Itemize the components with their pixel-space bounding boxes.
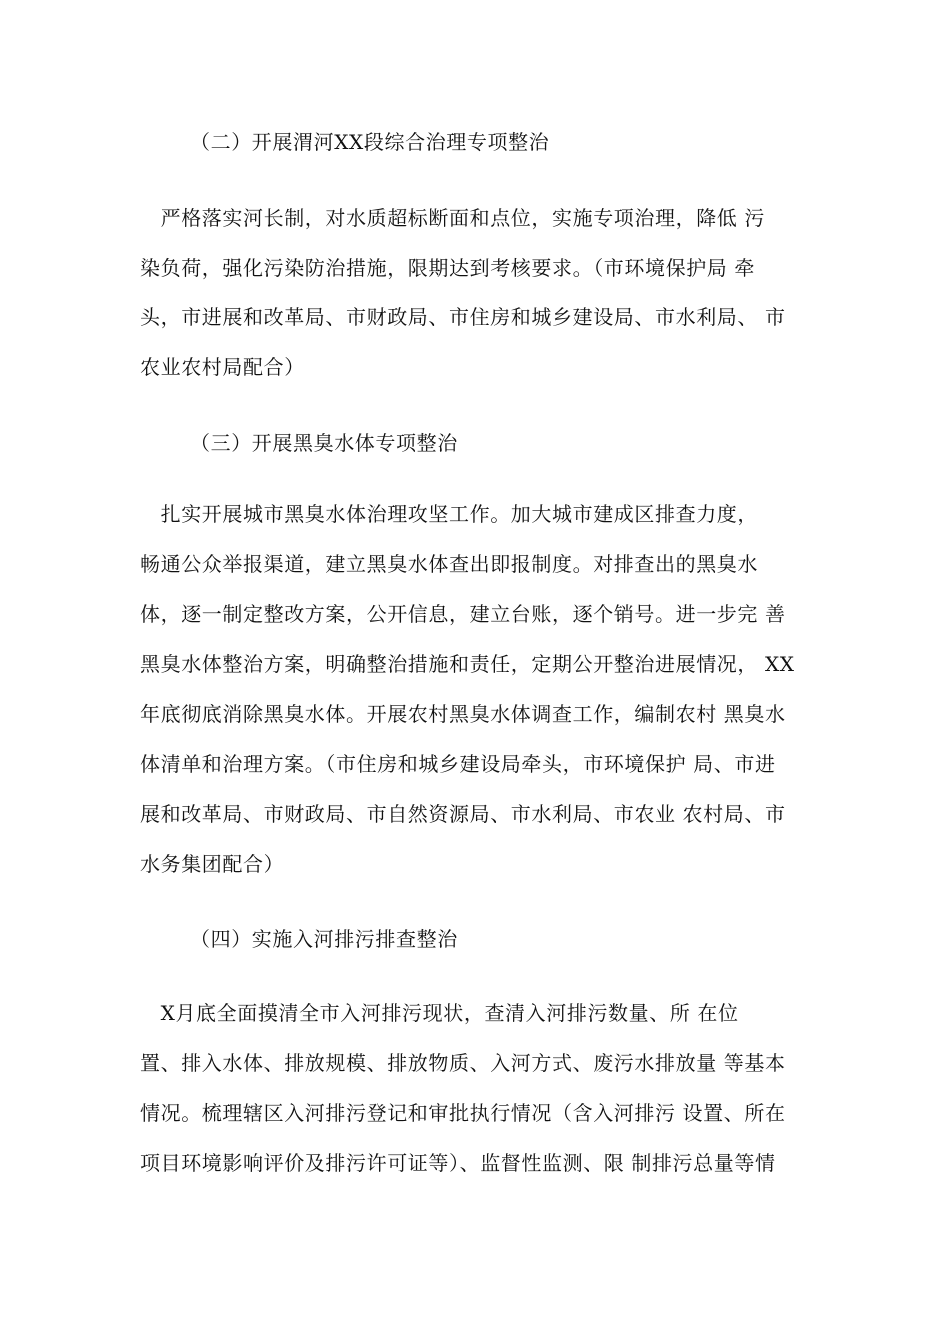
paragraph-line: 畅通公众举报渠道，建立黑臭水体查出即报制度。对排查出的黑臭水 [140,552,758,576]
paragraph-line: 严格落实河长制，对水质超标断面和点位，实施专项治理，降低 污 [140,206,765,230]
section-heading-2: （二）开展渭河XX段综合治理专项整治 [190,130,550,154]
paragraph-line: 体清单和治理方案。（市住房和城乡建设局牵头，市环境保护 局、市进 [140,752,776,776]
paragraph-line: X月底全面摸清全市入河排污现状，查清入河排污数量、所 在位 [140,1001,739,1025]
paragraph-line: 置、排入水体、排放规模、排放物质、入河方式、废污水排放量 等基本 [140,1051,786,1075]
paragraph-line: 头，市进展和改革局、市财政局、市住房和城乡建设局、市水利局、 市 [140,305,786,329]
section-heading-4: （四）实施入河排污排查整治 [190,927,458,951]
paragraph-line: 体，逐一制定整改方案，公开信息，建立台账，逐个销号。进一步完 善 [140,602,786,626]
paragraph-line: 染负荷，强化污染防治措施，限期达到考核要求。（市环境保护局 牵 [140,256,755,280]
section-heading-3: （三）开展黑臭水体专项整治 [190,431,458,455]
paragraph-line: 展和改革局、市财政局、市自然资源局、市水利局、市农业 农村局、市 [140,802,786,826]
paragraph-line: 情况。梳理辖区入河排污登记和审批执行情况（含入河排污 设置、所在 [140,1101,786,1125]
paragraph-line: 项目环境影响评价及排污许可证等）、监督性监测、限 制排污总量等情 [140,1151,776,1175]
paragraph-line: 扎实开展城市黑臭水体治理攻坚工作。加大城市建成区排查力度， [140,502,758,526]
paragraph-line: 黑臭水体整治方案，明确整治措施和责任，定期公开整治进展情况， XX [140,652,795,676]
paragraph-line: 农业农村局配合） [140,355,305,379]
paragraph-line: 年底彻底消除黑臭水体。开展农村黑臭水体调查工作，编制农村 黑臭水 [140,702,786,726]
paragraph-line: 水务集团配合） [140,852,285,876]
